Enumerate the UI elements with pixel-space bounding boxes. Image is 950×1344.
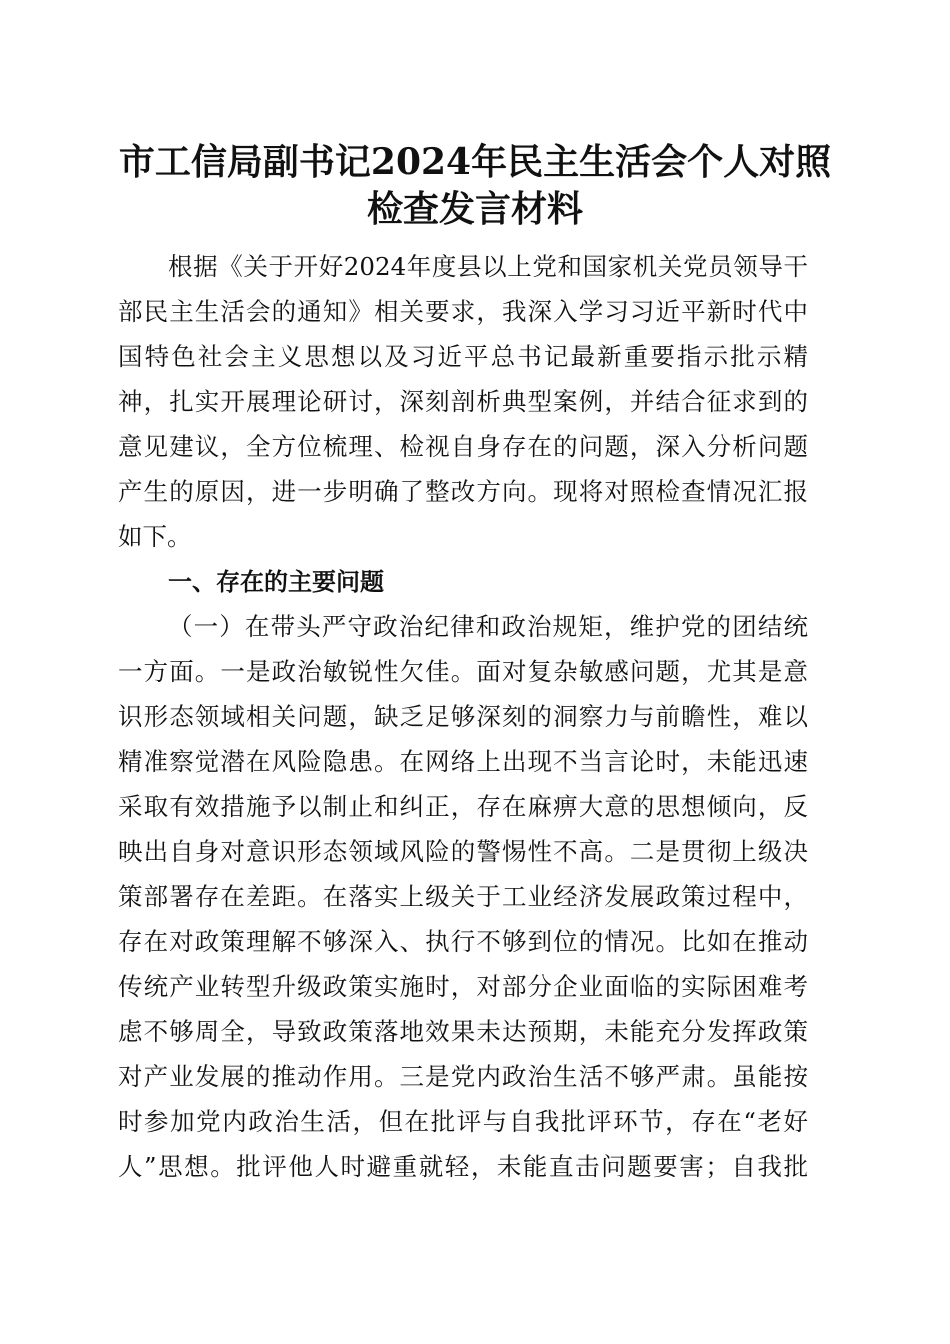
intro-paragraph-line: 国特色社会主义思想以及习近平总书记最新重要指示批示精 <box>118 342 808 371</box>
body-paragraph-line: 虑不够周全，导致政策落地效果未达预期，未能充分发挥政策 <box>118 1017 808 1046</box>
body-paragraph-line: （一）在带头严守政治纪律和政治规矩，维护党的团结统 <box>168 612 808 641</box>
intro-paragraph-line: 根据《关于开好2024年度县以上党和国家机关党员领导干 <box>168 252 808 281</box>
body-paragraph-line: 识形态领域相关问题，缺乏足够深刻的洞察力与前瞻性，难以 <box>118 702 808 731</box>
body-paragraph-line: 人”思想。批评他人时避重就轻，未能直击问题要害；自我批 <box>118 1152 808 1181</box>
document-title-line-2: 检查发言材料 <box>366 188 583 230</box>
intro-paragraph-line: 神，扎实开展理论研讨，深刻剖析典型案例，并结合征求到的 <box>118 387 808 416</box>
body-paragraph-line: 采取有效措施予以制止和纠正，存在麻痹大意的思想倾向，反 <box>118 792 808 821</box>
body-paragraph-line: 精准察觉潜在风险隐患。在网络上出现不当言论时，未能迅速 <box>118 747 808 776</box>
section-heading: 一、存在的主要问题 <box>168 568 384 596</box>
body-paragraph-line: 对产业发展的推动作用。三是党内政治生活不够严肃。虽能按 <box>118 1062 808 1091</box>
body-paragraph-line: 存在对政策理解不够深入、执行不够到位的情况。比如在推动 <box>118 927 808 956</box>
body-paragraph-line: 映出自身对意识形态领域风险的警惕性不高。二是贯彻上级决 <box>118 837 808 866</box>
body-paragraph-line: 一方面。一是政治敏锐性欠佳。面对复杂敏感问题，尤其是意 <box>118 657 808 686</box>
body-paragraph-line: 传统产业转型升级政策实施时，对部分企业面临的实际困难考 <box>118 972 808 1001</box>
body-paragraph-line: 时参加党内政治生活，但在批评与自我批评环节，存在“老好 <box>118 1107 808 1136</box>
intro-paragraph-line: 产生的原因，进一步明确了整改方向。现将对照检查情况汇报 <box>118 477 808 506</box>
intro-paragraph-line: 部民主生活会的通知》相关要求，我深入学习习近平新时代中 <box>118 297 808 326</box>
body-paragraph-line: 策部署存在差距。在落实上级关于工业经济发展政策过程中， <box>118 882 808 911</box>
intro-paragraph-line: 意见建议，全方位梳理、检视自身存在的问题，深入分析问题 <box>118 432 808 461</box>
document-title-line-1: 市工信局副书记2024年民主生活会个人对照 <box>118 141 832 183</box>
intro-paragraph-line: 如下。 <box>118 522 192 551</box>
